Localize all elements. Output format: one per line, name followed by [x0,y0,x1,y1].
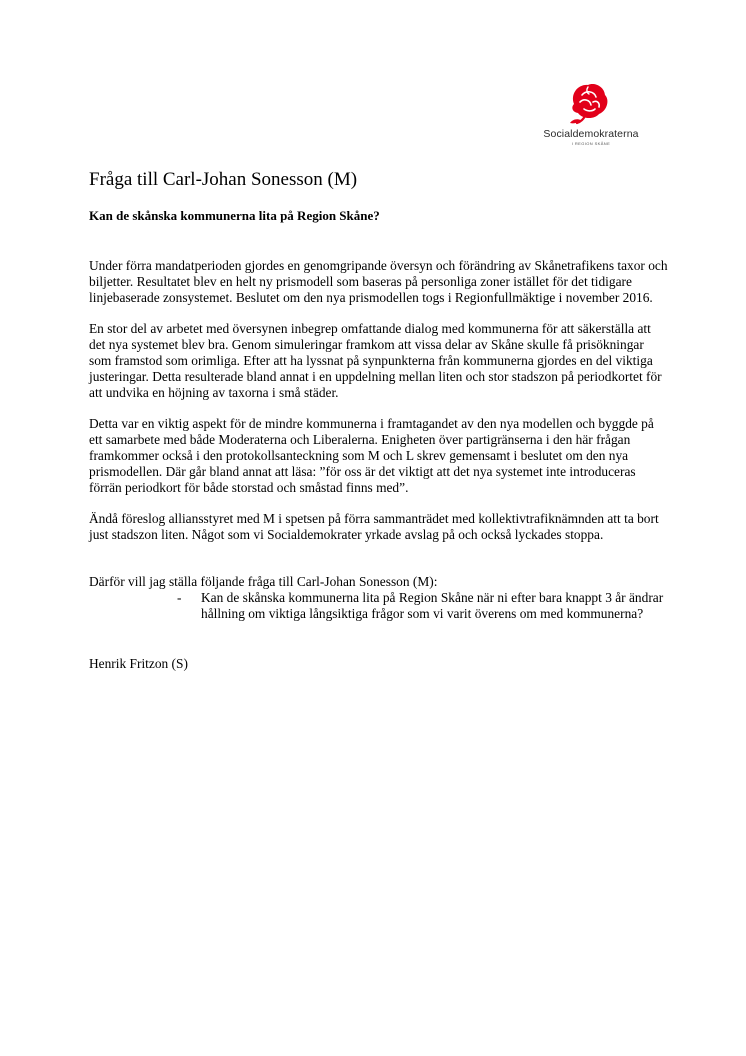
question-text: Kan de skånska kommunerna lita på Region Skåne när ni efter bara knappt 3 år ändrar hållning om viktiga långsiktiga frågor som vi varit överens om med kommunerna? [201,590,664,621]
paragraph-4: Ändå föreslog alliansstyret med M i spetsen på förra sammanträdet med kollektivtrafiknämnden att ta bort just stadszon liten. Något som vi Socialdemokrater yrkade avslag på och också lyckades stoppa. [89,511,659,542]
logo-subtitle: I REGION SKÅNE [571,141,611,146]
party-logo [536,78,646,150]
question-intro: Därför vill jag ställa följande fråga till Carl-Johan Sonesson (M): [89,574,438,589]
document-body [89,168,669,672]
logo-wordmark: Socialdemokraterna [543,128,639,140]
question-heading: Kan de skånska kommunerna lita på Region Skåne? [89,208,380,223]
signature: Henrik Fritzon (S) [89,656,188,671]
bullet-dash: - [177,590,182,605]
paragraph-1: Under förra mandatperioden gjordes en genomgripande översyn och förändring av Skånetrafikens taxor och biljetter. Resultatet blev en helt ny prismodell som baseras på personliga zoner istället för det tidigare linjebaserade zonsystemet. Beslutet om den nya prismodellen togs i Regionfullmäktige i november 2016. [89,258,668,305]
paragraph-3: Detta var en viktig aspekt för de mindre kommunerna i framtagandet av den nya modellen och byggde på ett samarbete med både Moderaterna och Liberalerna. Enigheten över partigränserna i den här frågan framkommer också i den protokollsanteckning som M och L skrev gemensamt i beslutet om den nya prismodellen. Där går bland annat att läsa: ”för oss är det viktigt att det nya systemet inte introduceras förrän periodkort för både storstad och småstad finns med”. [89,416,654,495]
document-title: Fråga till Carl-Johan Sonesson (M) [89,169,358,190]
question-bullet [89,590,669,622]
paragraph-2: En stor del av arbetet med översynen inbegrep omfattande dialog med kommunerna för att säkerställa att det nya systemet blev bra. Genom simuleringar framkom att vissa delar av Skåne skulle få prisökningar som framstod som orimliga. Efter att ha lyssnat på synpunkterna från kommunerna gjordes en del viktiga justeringar. Detta resulterade bland annat i en uppdelning mellan liten och stor stadszon på periodkortet för att undvika en höjning av taxorna i små städer. [89,321,662,400]
rose-icon [564,78,612,126]
